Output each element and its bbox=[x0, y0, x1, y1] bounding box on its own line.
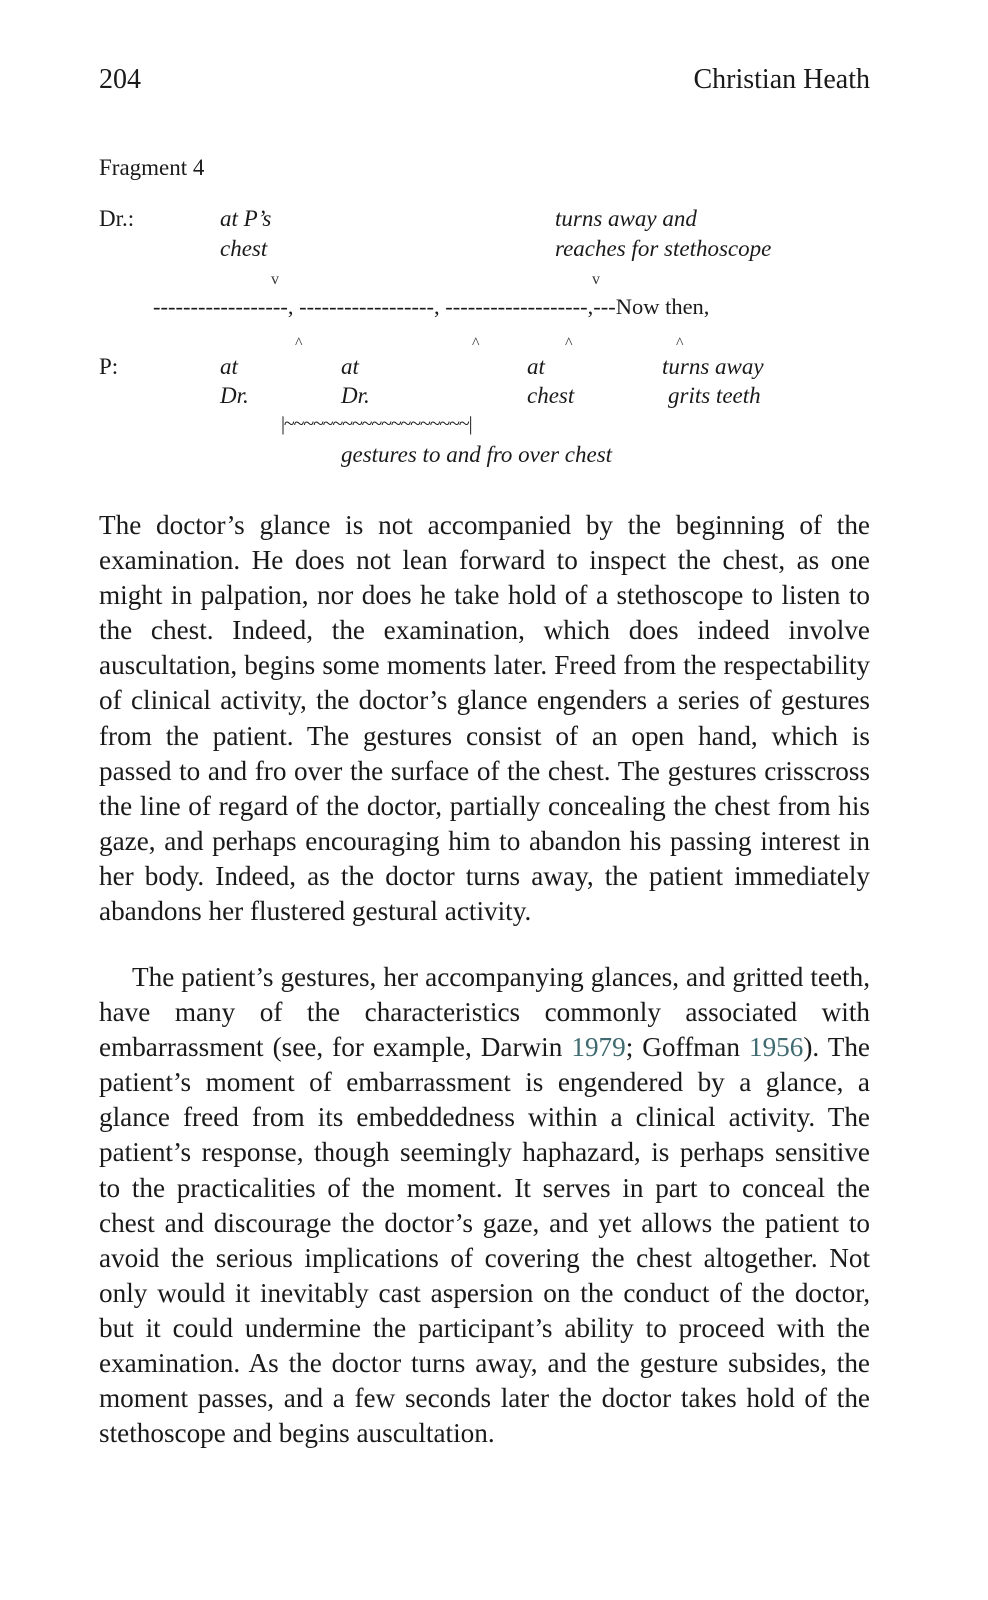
p-action-line2: grits teeth bbox=[668, 383, 761, 408]
text-run: The patient’s gestures, her accompanying glances, and gritted teeth, have many of the characteristics commonly associated with embarrassment (see, for example, Darwin bbox=[99, 962, 870, 1063]
talk-line: ------------------, ------------------, -------------------,---Now then, bbox=[153, 294, 710, 319]
gesture-bracket: |~~~~~~~~~~~~~~~~~~~| bbox=[281, 413, 472, 435]
p-cue-mark: ^ bbox=[295, 335, 303, 352]
running-head: Christian Heath bbox=[693, 64, 870, 95]
paragraph-text: The doctor’s glance is not accompanied by the beginning of the examination. He does not lean forward to inspect the chest, as one might in palpation, nor does he take hold of a stethoscope to listen to the chest. Indeed, the examination, which does indeed involve auscultation, begins some moments later. Freed from the respectability of clinical activity, the doctor’s glance engenders a series of gestures from the patient. The gestures consist of an open hand, which is passed to and fro over the surface of the chest. The gestures crisscross the line of regard of the doctor, partially concealing the chest from his gaze, and perhaps encouraging him to abandon his passing interest in her body. Indeed, as the doctor turns away, the patient immediately abandons her flustered gestural activity. bbox=[99, 510, 870, 927]
gesture-caption: gestures to and fro over chest bbox=[341, 442, 613, 467]
p-label: P: bbox=[99, 354, 119, 379]
p-gaze-1-line2: Dr. bbox=[220, 383, 249, 408]
dr-gaze-line2: chest bbox=[220, 236, 268, 261]
p-gaze-1-line1: at bbox=[220, 354, 238, 379]
paragraph-text bbox=[99, 960, 870, 1451]
p-action-line1: turns away bbox=[662, 354, 764, 379]
text-run: ; Goffman bbox=[625, 1032, 749, 1063]
page-number: 204 bbox=[99, 64, 141, 95]
p-cue-mark: ^ bbox=[472, 335, 480, 352]
dr-onset-mark: v bbox=[271, 271, 279, 288]
text-run: ). The patient’s moment of embarrassment is engendered by a glance, a glance freed from its embeddedness within a clinical activity. The patient’s response, though seemingly haphazard, is perhaps sensitive to the practicalities of the moment. It serves in part to conceal the chest and discourage the doctor’s gaze, and yet allows the patient to avoid the serious implications of covering the chest altogether. Not only would it inevitably cast aspersion on the conduct of the doctor, but it could undermine the participant’s ability to proceed with the examination. As the doctor turns away, and the gesture subsides, the moment passes, and a few seconds later the doctor takes hold of the stethoscope and begins auscultation. bbox=[99, 1032, 870, 1449]
dr-onset-mark: v bbox=[592, 271, 600, 288]
p-cue-mark: ^ bbox=[676, 335, 684, 352]
dr-action-line1: turns away and bbox=[555, 206, 697, 231]
p-gaze-2-line1: at bbox=[341, 354, 359, 379]
citation-link-goffman[interactable]: 1956 bbox=[748, 1032, 804, 1063]
body-paragraph-1 bbox=[99, 508, 870, 929]
p-gaze-2-line2: Dr. bbox=[341, 383, 370, 408]
dr-action-line2: reaches for stethoscope bbox=[555, 236, 772, 261]
p-gaze-3-line2: chest bbox=[527, 383, 575, 408]
p-cue-mark: ^ bbox=[565, 335, 573, 352]
citation-link-darwin[interactable]: 1979 bbox=[571, 1032, 626, 1063]
fragment-title: Fragment 4 bbox=[99, 155, 205, 180]
body-paragraph-2 bbox=[99, 960, 870, 1451]
dr-gaze-line1: at P’s bbox=[220, 206, 272, 231]
dr-label: Dr.: bbox=[99, 206, 135, 231]
p-gaze-3-line1: at bbox=[527, 354, 545, 379]
